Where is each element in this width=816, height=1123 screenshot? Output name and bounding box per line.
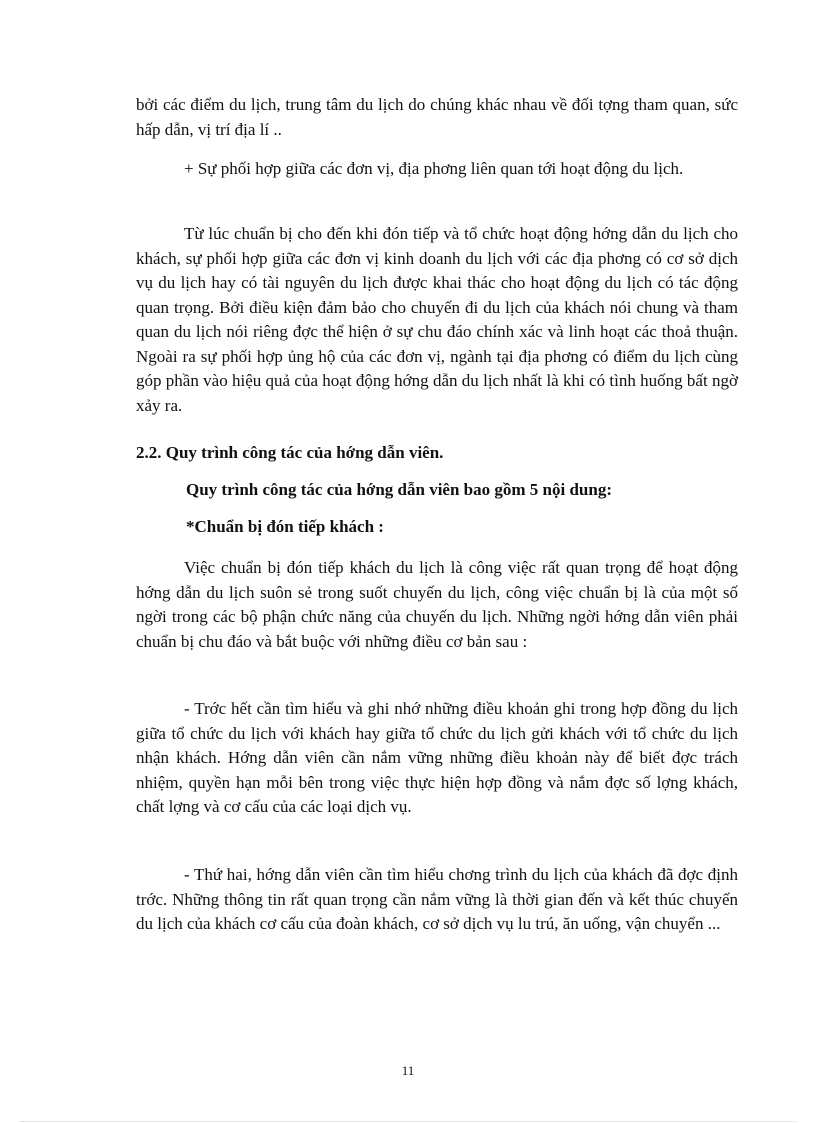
page-number: 11: [401, 1063, 415, 1078]
page-bottom-divider: [20, 1121, 796, 1122]
paragraph-first-point: [136, 697, 738, 820]
subheading-prepare-welcome: *Chuẩn bị đón tiếp khách :: [186, 517, 384, 536]
paragraph-second-point-text: - Thứ hai, hớng dẫn viên cần tìm hiểu chơng trình du lịch của khách đã đợc định trớc. Những thông tin rất quan trọng cần nắm vững là thời gian đến và kết thúc chuyến du lịch của khách cơ cấu của đoàn khách, cơ sở dịch vụ lu trú, ăn uống, vận chuyển ...: [136, 865, 738, 933]
procedure-intro-heading: Quy trình công tác của hớng dẫn viên bao gồm 5 nội dung:: [186, 480, 612, 499]
section-heading: 2.2. Quy trình công tác của hớng dẫn viên.: [136, 443, 444, 462]
paragraph-welcome-preparation-text: Việc chuẩn bị đón tiếp khách du lịch là công việc rất quan trọng để hoạt động hớng dẫn du lịch suôn sẻ trong suốt chuyến du lịch, công việc chuẩn bị là của một số ngời trong các bộ phận chức năng của chuyến du lịch. Những ngời hớng dẫn viên phải chuẩn bị chu đáo và bắt buộc với những điều cơ bản sau :: [136, 558, 738, 651]
paragraph-tourist-points: bởi các điểm du lịch, trung tâm du lịch do chúng khác nhau về đối tợng tham quan, sức hấp dẫn, vị trí địa lí ..: [136, 95, 738, 139]
paragraph-second-point: [136, 863, 738, 937]
paragraph-first-point-text: - Trớc hết cần tìm hiểu và ghi nhớ những điều khoản ghi trong hợp đồng du lịch giữa tổ chức du lịch với khách hay giữa tổ chức du lịch gửi khách với tổ chức du lịch nhận khách. Hớng dẫn viên cần nắm vững những điều khoản này để biết đợc trách nhiệm, quyền hạn mỗi bên trong việc thực hiện hợp đồng và nắm đợc số lợng khách, chất lợng và cơ cấu của các loại dịch vụ.: [136, 699, 738, 816]
paragraph-welcome-preparation: [136, 556, 738, 654]
paragraph-preparation-impact-text: Từ lúc chuẩn bị cho đến khi đón tiếp và tổ chức hoạt động hớng dẫn du lịch cho khách, sự phối hợp giữa các đơn vị kinh doanh du lịch với các địa phơng có cơ sở dịch vụ du lịch hay có tài nguyên du lịch được khai thác cho hoạt động du lịch có tác động quan trọng. Bởi điều kiện đảm bảo cho chuyến đi du lịch của khách nói chung và tham quan du lịch nói riêng đợc thể hiện ở sự chu đáo chính xác và linh hoạt các thoả thuận. Ngoài ra sự phối hợp ủng hộ của các đơn vị, ngành tại địa phơng có điểm du lịch cùng góp phần vào hiệu quả của hoạt động hớng dẫn du lịch nhất là khi có tình huống bất ngờ xảy ra.: [136, 224, 738, 415]
paragraph-preparation-impact: [136, 222, 738, 418]
paragraph-coordination: [136, 157, 738, 182]
paragraph-continuation: [136, 93, 738, 142]
paragraph-coordination-text: + Sự phối hợp giữa các đơn vị, địa phơng liên quan tới hoạt động du lịch.: [184, 159, 684, 178]
